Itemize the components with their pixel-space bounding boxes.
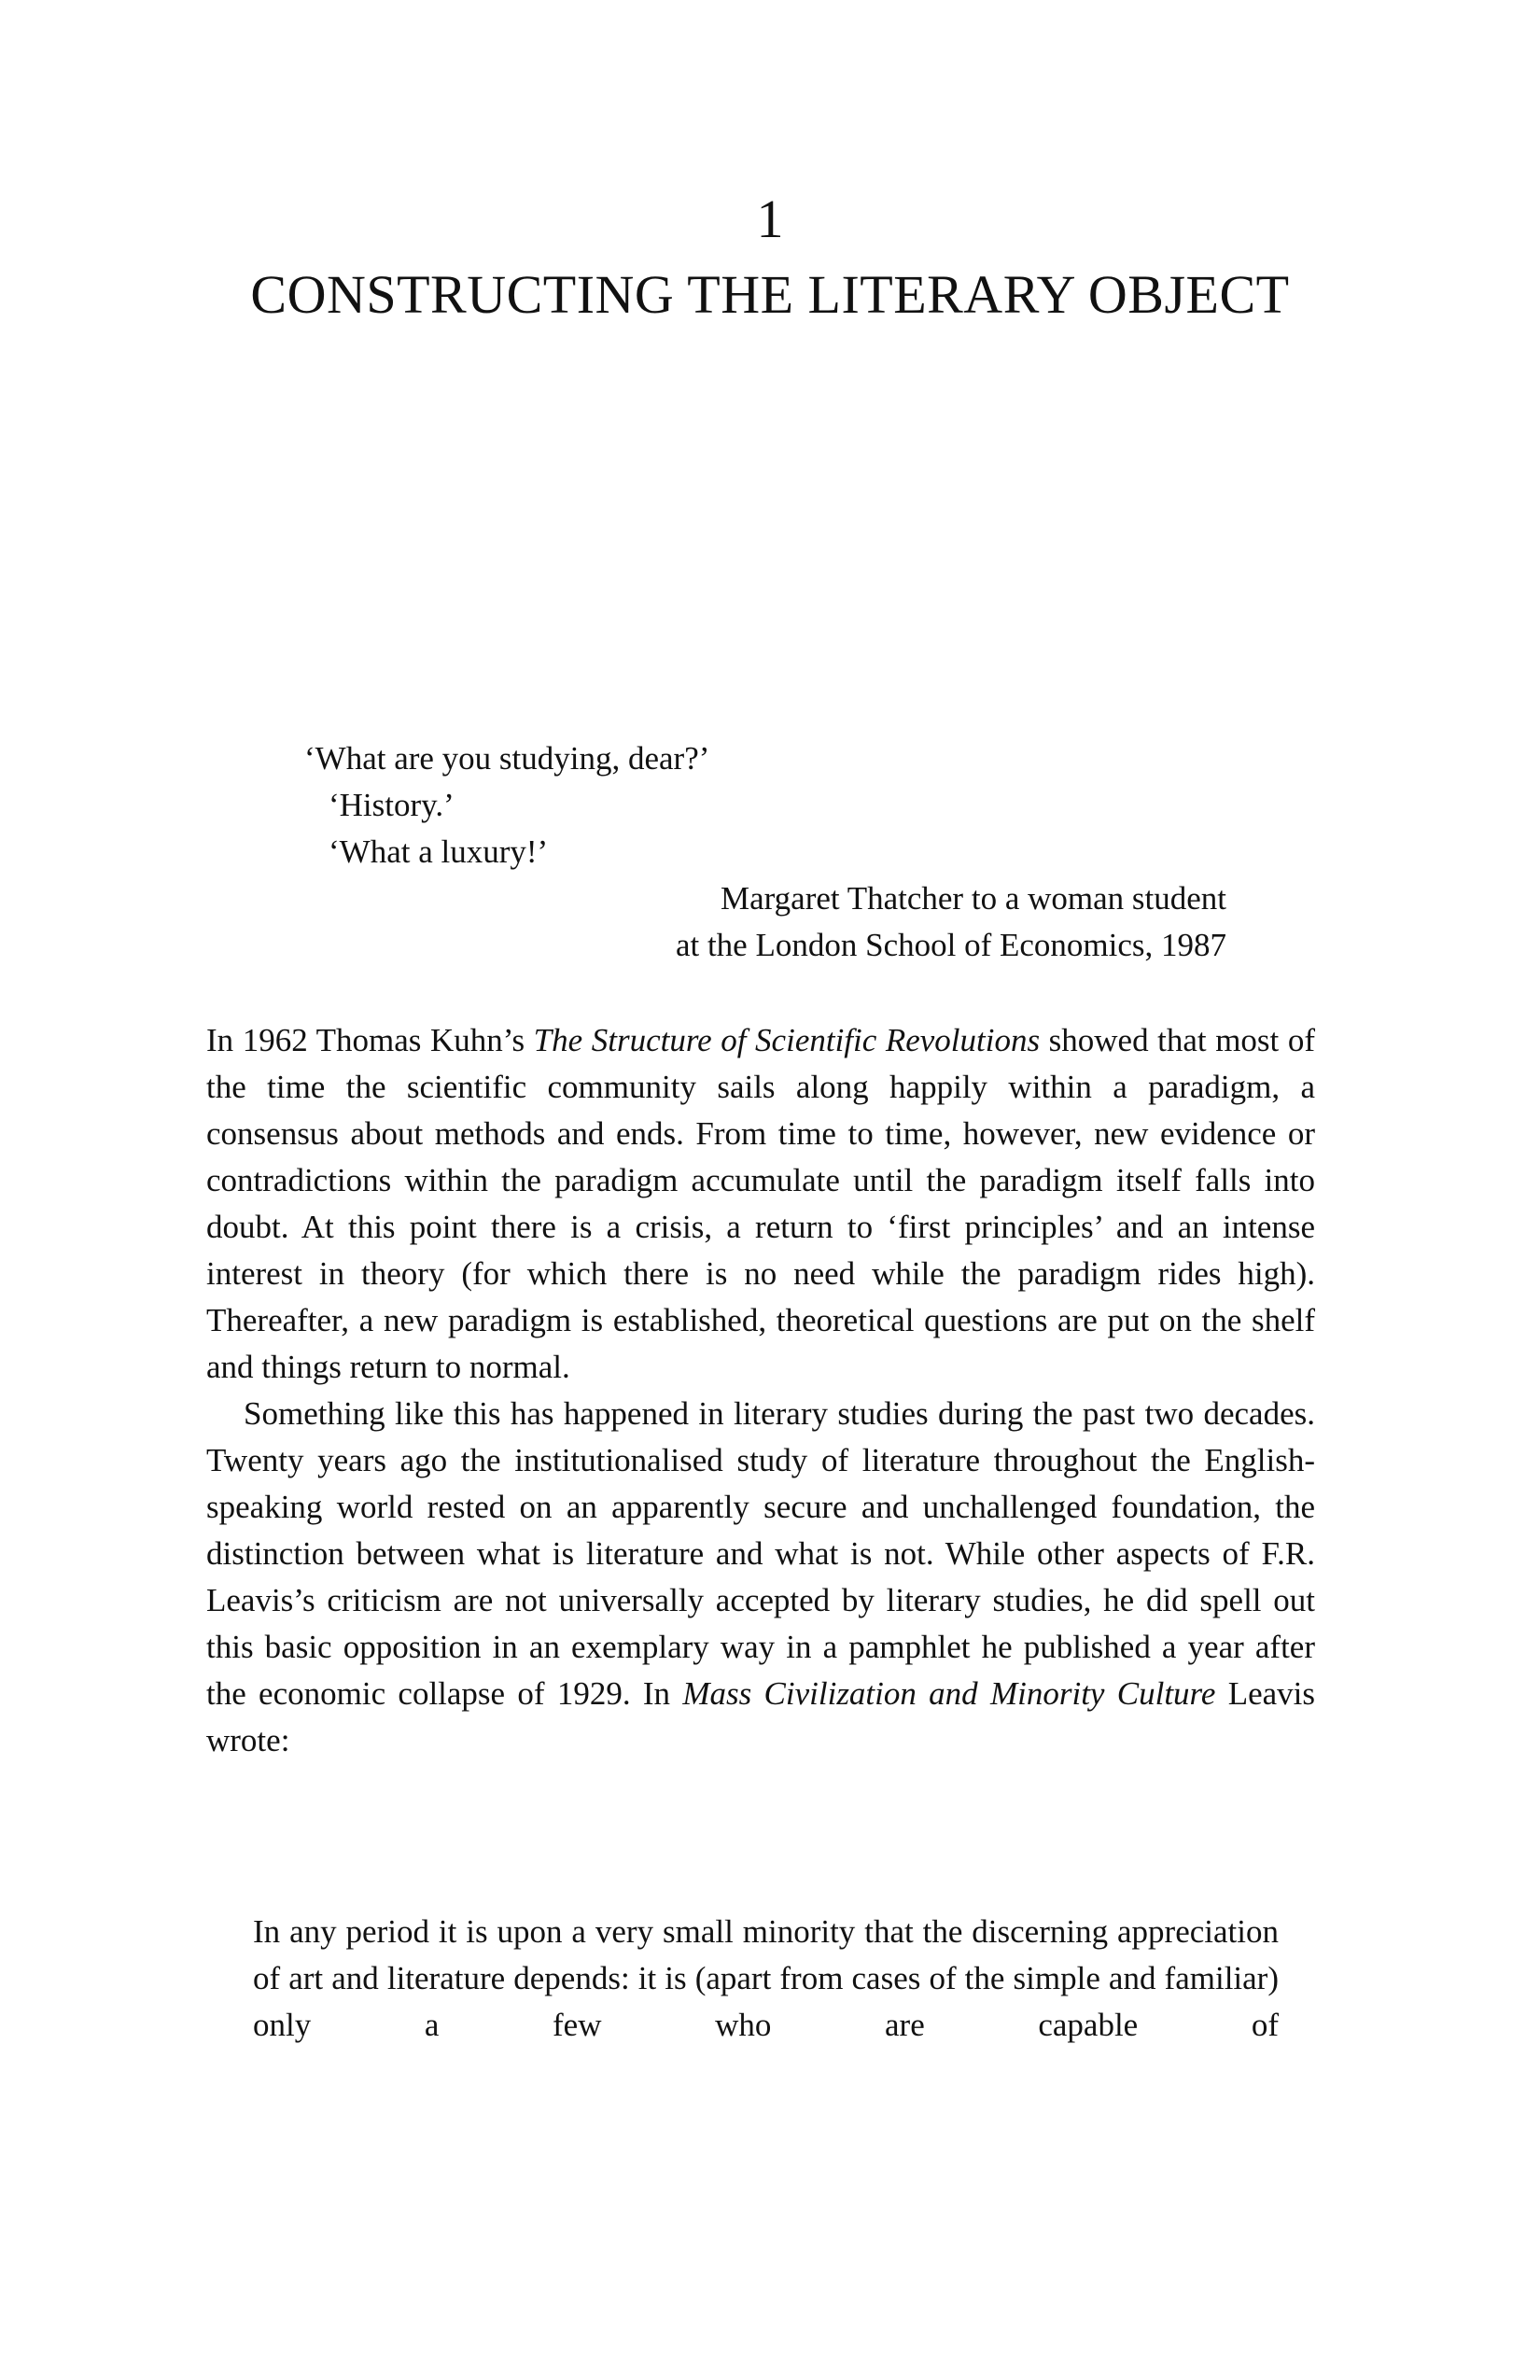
paragraph-leavis: [206, 1391, 1315, 1764]
epigraph-attribution-line2: at the London School of Economics, 1987: [675, 927, 1226, 963]
block-quote-leavis: In any period it is upon a very small minority that the discerning appreciation of art and literature depends: it is (apart from cases of the simple and familiar) only a few who are capable of: [253, 1913, 1279, 2043]
epigraph-attribution-line1: Margaret Thatcher to a woman student: [720, 880, 1226, 917]
paragraph-leavis-text: Something like this has happened in literary studies during the past two decades. Twenty years ago the institutionalised study of literature throughout the English-speaking world rested on an apparently secure and unchallenged foundation, the distinction between what is literature and what is not. While other aspects of F.R. Leavis’s criticism are not universally accepted by literary studies, he did spell out this basic opposition in an exemplary way in a pamphlet he published a year after the economic collapse of 1929. In: [206, 1395, 1315, 1712]
paragraph-kuhn-lead: In 1962 Thomas Kuhn’s: [206, 1022, 534, 1058]
paragraph-leavis-end: Leavis wrote:: [206, 1675, 1316, 1758]
chapter-title: CONSTRUCTING THE LITERARY OBJECT: [250, 264, 1290, 325]
book-title-leavis: Mass Civilization and Minority Culture: [682, 1675, 1216, 1712]
epigraph-line-answer: ‘History.’: [329, 787, 455, 823]
epigraph-line-reply: ‘What a luxury!’: [329, 833, 549, 870]
paragraph-kuhn-rest: showed that most of the time the scientific community sails along happily within a paradigm, a consensus about methods and ends. From time to time, however, new evidence or contradictions within the paradigm accumulate until the paradigm itself falls into doubt. At this point there is a crisis, a return to ‘first principles’ and an intense interest in theory (for which there is no need while the paradigm rides high). Thereafter, a new paradigm is established, theoretical questions are put on the shelf and things return to normal.: [206, 1022, 1315, 1385]
paragraph-kuhn: [206, 1017, 1315, 1391]
epigraph-line-question: ‘What are you studying, dear?’: [304, 740, 710, 777]
body-text: [206, 1017, 1315, 1764]
chapter-number: 1: [756, 189, 784, 249]
book-title-kuhn: The Structure of Scientific Revolutions: [533, 1022, 1041, 1058]
